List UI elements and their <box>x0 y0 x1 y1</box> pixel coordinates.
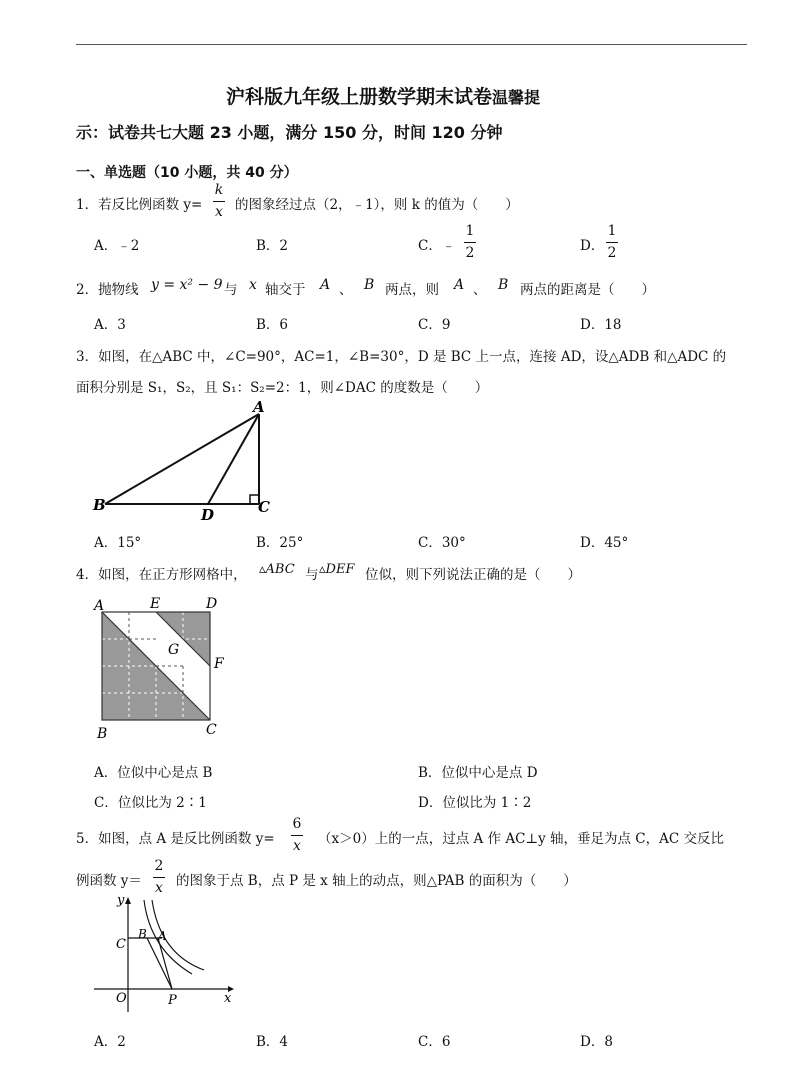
q1-option-b[interactable]: B．2 <box>256 238 289 254</box>
question-5-pre: 5．如图，点 A 是反比例函数 y= <box>76 831 275 847</box>
label-c: C <box>258 498 270 516</box>
paper-title <box>226 82 540 109</box>
label-f: F <box>214 656 224 672</box>
question-2-text: 与 <box>224 282 238 298</box>
question-1-pre: 1．若反比例函数 y= <box>76 197 203 213</box>
label-x: x <box>224 991 232 1006</box>
q5-option-b[interactable]: B．4 <box>256 1034 289 1050</box>
fraction-numerator: 6 <box>292 816 302 832</box>
fraction-numerator: 1 <box>465 223 475 239</box>
label-y: y <box>117 894 125 908</box>
label-b: B <box>97 726 108 742</box>
q2-option-d[interactable]: D．18 <box>580 317 622 333</box>
question-4-triangle-def: ▵DEF <box>319 562 355 577</box>
label-b: B <box>93 496 106 514</box>
q2-option-b[interactable]: B．6 <box>256 317 289 333</box>
triangle-abc-figure <box>90 396 280 526</box>
q5-option-c[interactable]: C．6 <box>418 1034 451 1050</box>
q3-option-a[interactable]: A．15° <box>94 535 142 551</box>
question-2-pre: 2．抛物线 <box>76 282 139 298</box>
label-p: P <box>168 993 177 1008</box>
question-2-post: 两点的距离是（ ） <box>520 282 655 298</box>
q5-option-d[interactable]: D．8 <box>580 1034 613 1050</box>
question-1-post: 的图象经过点（2，﹣1），则 k 的值为（ ） <box>235 197 519 213</box>
fraction-denominator: x <box>215 204 223 220</box>
q1-option-c[interactable]: C．﹣ <box>418 238 456 254</box>
label-b: B <box>138 927 147 941</box>
title-tail: 温馨提 <box>492 88 541 107</box>
question-5-line-2-pre: 例函数 y＝ <box>76 873 142 889</box>
fraction-denominator: 2 <box>465 245 475 261</box>
label-o: O <box>116 991 127 1006</box>
question-4-pre: 4．如图，在正方形网格中， <box>76 567 247 583</box>
segment-ad <box>208 414 259 504</box>
label-g: G <box>168 642 180 658</box>
question-2-separator: 、 <box>339 282 353 298</box>
q1-option-c-fraction <box>464 223 476 262</box>
question-3-line-1: 3．如图，在△ABC 中，∠C=90°，AC=1，∠B=30°，D 是 BC 上一点，连接 AD，设△ADB 和△ADC 的 <box>76 349 727 365</box>
label-e: E <box>150 596 161 612</box>
question-2-point-b: B <box>498 277 509 293</box>
q2-option-a[interactable]: A．3 <box>94 317 126 333</box>
q3-option-b[interactable]: B．25° <box>256 535 304 551</box>
label-a: A <box>158 929 167 943</box>
question-2-point-b: B <box>364 277 375 293</box>
question-4-post: 位似，则下列说法正确的是（ ） <box>365 567 581 583</box>
top-rule <box>76 44 747 45</box>
fraction-denominator: x <box>293 838 301 854</box>
grid-similarity-figure <box>90 594 240 744</box>
q3-option-d[interactable]: D．45° <box>580 535 629 551</box>
label-d: D <box>206 596 218 612</box>
inverse-function-figure <box>92 894 242 1012</box>
title-text: 沪科版九年级上册数学期末试卷 <box>226 86 493 108</box>
q4-option-a[interactable]: A．位似中心是点 B <box>94 765 213 781</box>
q4-option-c[interactable]: C．位似比为 2∶1 <box>94 795 207 811</box>
question-2-text: 两点，则 <box>385 282 439 298</box>
question-2-text: 轴交于 <box>265 282 306 298</box>
question-5-line-2-post: 的图象于点 B，点 P 是 x 轴上的动点，则△PAB 的面积为（ ） <box>176 873 577 889</box>
label-c: C <box>206 722 217 738</box>
question-2-separator: 、 <box>473 282 487 298</box>
question-5-post: （x＞0）上的一点，过点 A 作 AC⊥y 轴，垂足为点 C，AC 交反比 <box>318 831 725 847</box>
question-2-formula: y = x² − 9 <box>151 277 223 293</box>
label-a: A <box>94 598 105 614</box>
fraction-numerator: 2 <box>154 858 164 874</box>
q5-option-a[interactable]: A．2 <box>94 1034 126 1050</box>
q1-option-a[interactable]: A．﹣2 <box>94 238 140 254</box>
q4-option-d[interactable]: D．位似比为 1∶2 <box>418 795 532 811</box>
label-c: C <box>116 937 126 952</box>
question-5-fraction-2 <box>153 858 165 897</box>
question-2-point-a: A <box>320 277 331 293</box>
q3-option-c[interactable]: C．30° <box>418 535 466 551</box>
q1-option-d[interactable]: D． <box>580 238 605 254</box>
q2-option-c[interactable]: C．9 <box>418 317 451 333</box>
question-5-fraction <box>291 816 303 855</box>
segment-ab <box>105 414 259 504</box>
fraction-numerator: 1 <box>607 223 617 239</box>
fraction-denominator: 2 <box>607 245 617 261</box>
section-heading: 一、单选题（10 小题，共 40 分） <box>76 165 298 181</box>
fraction-numerator: k <box>214 182 224 198</box>
paper-subtitle: 示：试卷共七大题 23 小题，满分 150 分，时间 120 分钟 <box>76 123 503 142</box>
curve-y-2-over-x <box>144 900 192 974</box>
question-3-line-2: 面积分别是 S₁，S₂，且 S₁：S₂=2：1，则∠DAC 的度数是（ ） <box>76 380 489 396</box>
fraction-denominator: x <box>155 880 163 896</box>
q4-option-b[interactable]: B．位似中心是点 D <box>418 765 538 781</box>
question-2-point-a: A <box>454 277 465 293</box>
q1-option-d-fraction <box>606 223 618 262</box>
question-4-triangle-abc: ▵ABC <box>259 562 295 577</box>
question-1-fraction <box>213 182 225 221</box>
question-4-text: 与 <box>305 567 319 583</box>
label-d: D <box>201 506 215 524</box>
question-2-var-x: x <box>249 277 257 293</box>
label-a: A <box>253 398 265 416</box>
